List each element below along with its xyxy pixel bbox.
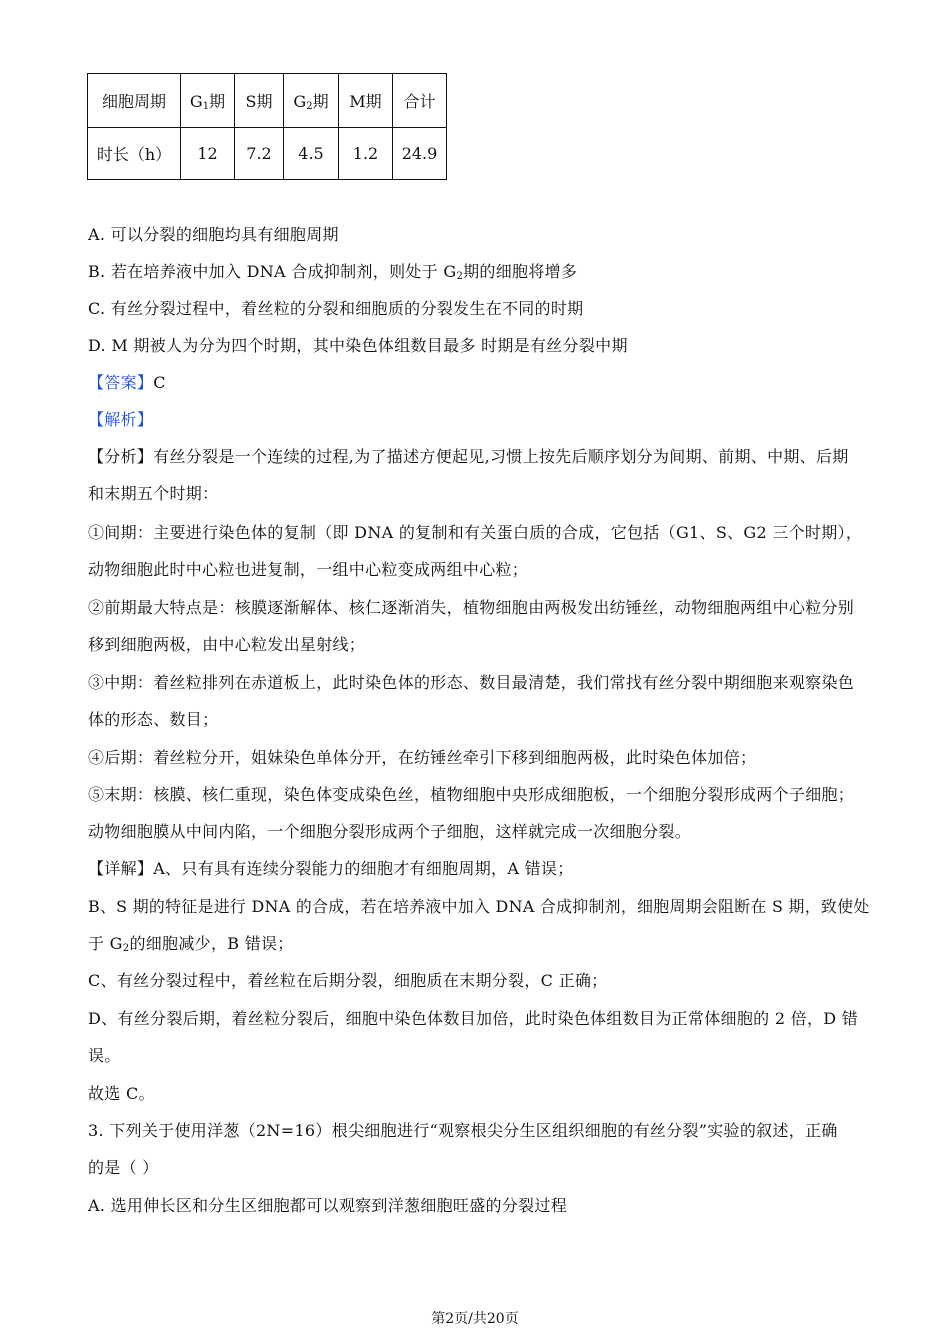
detail-b-line-2: 于 $G_2$的细胞减少，B 错误； <box>88 934 294 954</box>
metaphase-line-1: ③中期：着丝粒排列在赤道板上，此时染色体的形态、数目最清楚，我们常找有丝分裂中期细胞来观察染色 <box>88 673 855 692</box>
cell-cycle-table <box>87 73 447 180</box>
table-cell: 4.5 <box>284 128 339 180</box>
table-header-row <box>88 74 447 128</box>
answer-label: 【答案】 <box>88 373 154 392</box>
interphase-line-1: ①间期：主要进行染色体的复制（即 DNA 的复制和有关蛋白质的合成，它包括（G1、S、G2 三个时期）， <box>88 523 863 542</box>
question-3-option-a: A. 选用伸长区和分生区细胞都可以观察到洋葱细胞旺盛的分裂过程 <box>88 1196 568 1215</box>
option-d: D. M 期被人为分为四个时期，其中染色体组数目最多 时期是有丝分裂中期 <box>88 336 628 355</box>
table-header-cell: $G_2$期 <box>284 74 339 128</box>
table-cell: 24.9 <box>393 128 447 180</box>
detail-b-line-1: B、S 期的特征是进行 DNA 的合成，若在培养液中加入 DNA 合成抑制剂，细胞周期会阻断在 S 期，致使处 <box>88 897 870 916</box>
fenxi-line-1: 【分析】有丝分裂是一个连续的过程,为了描述方便起见,习惯上按先后顺序划分为间期、前期、中期、后期 <box>88 447 849 466</box>
table-header-cell: $G_1$期 <box>181 74 235 128</box>
conclusion: 故选 C。 <box>88 1084 155 1103</box>
detail-c: C、有丝分裂过程中，着丝粒在后期分裂，细胞质在末期分裂，C 正确； <box>88 971 608 990</box>
detail-a: 【详解】A、只有具有连续分裂能力的细胞才有细胞周期，A 错误； <box>88 859 574 878</box>
fenxi-label: 【分析】 <box>88 447 154 466</box>
table-cell: 12 <box>181 128 235 180</box>
table-header-cell: 细胞周期 <box>88 74 181 128</box>
table-cell: 7.2 <box>235 128 284 180</box>
anaphase-line: ④后期：着丝粒分开，姐妹染色单体分开，在纺锤丝牵引下移到细胞两极，此时染色体加倍； <box>88 748 757 767</box>
answer <box>88 373 166 393</box>
interphase-line-2: 动物细胞此时中心粒也进复制，一组中心粒变成两组中心粒； <box>88 560 529 579</box>
table-header-cell: 合计 <box>393 74 447 128</box>
answer-value: C <box>153 373 166 392</box>
table-header-cell: M期 <box>339 74 393 128</box>
telophase-line-1: ⑤末期：核膜、核仁重现，染色体变成染色丝，植物细胞中央形成细胞板，一个细胞分裂形成两个子细胞； <box>88 785 855 804</box>
table-cell: 1.2 <box>339 128 393 180</box>
metaphase-line-2: 体的形态、数目； <box>88 710 219 729</box>
table-row-label: 时长（h） <box>88 128 181 180</box>
telophase-line-2: 动物细胞膜从中间内陷，一个细胞分裂形成两个子细胞，这样就完成一次细胞分裂。 <box>88 822 692 841</box>
table-row <box>88 128 447 180</box>
detail-d-line-1: D、有丝分裂后期，着丝粒分裂后，细胞中染色体数目加倍，此时染色体组数目为正常体细胞的 2 倍，D 错 <box>88 1009 859 1028</box>
fenxi-line-2: 和末期五个时期： <box>88 484 219 503</box>
analysis-label: 【解析】 <box>88 410 154 429</box>
question-3-line-2: 的是（ ） <box>88 1158 159 1177</box>
prophase-line-2: 移到细胞两极，由中心粒发出星射线； <box>88 635 366 654</box>
prophase-line-1: ②前期最大特点是：核膜逐渐解体、核仁逐渐消失，植物细胞由两极发出纺锤丝，动物细胞两组中心粒分别 <box>88 598 855 617</box>
option-a: A. 可以分裂的细胞均具有细胞周期 <box>88 225 339 244</box>
xiangjie-label: 【详解】 <box>88 859 154 878</box>
page-number: 第2页/共20页 <box>431 1311 519 1327</box>
table-header-cell: S期 <box>235 74 284 128</box>
detail-d-line-2: 误。 <box>88 1046 121 1065</box>
question-3-line-1: 3. 下列关于使用洋葱（2N=16）根尖细胞进行“观察根尖分生区组织细胞的有丝分裂”实验的叙述，正确 <box>88 1121 838 1140</box>
option-b: B. 若在培养液中加入 DNA 合成抑制剂，则处于 $G_2$期的细胞将增多 <box>88 262 578 282</box>
option-c: C. 有丝分裂过程中，着丝粒的分裂和细胞质的分裂发生在不同的时期 <box>88 299 584 318</box>
